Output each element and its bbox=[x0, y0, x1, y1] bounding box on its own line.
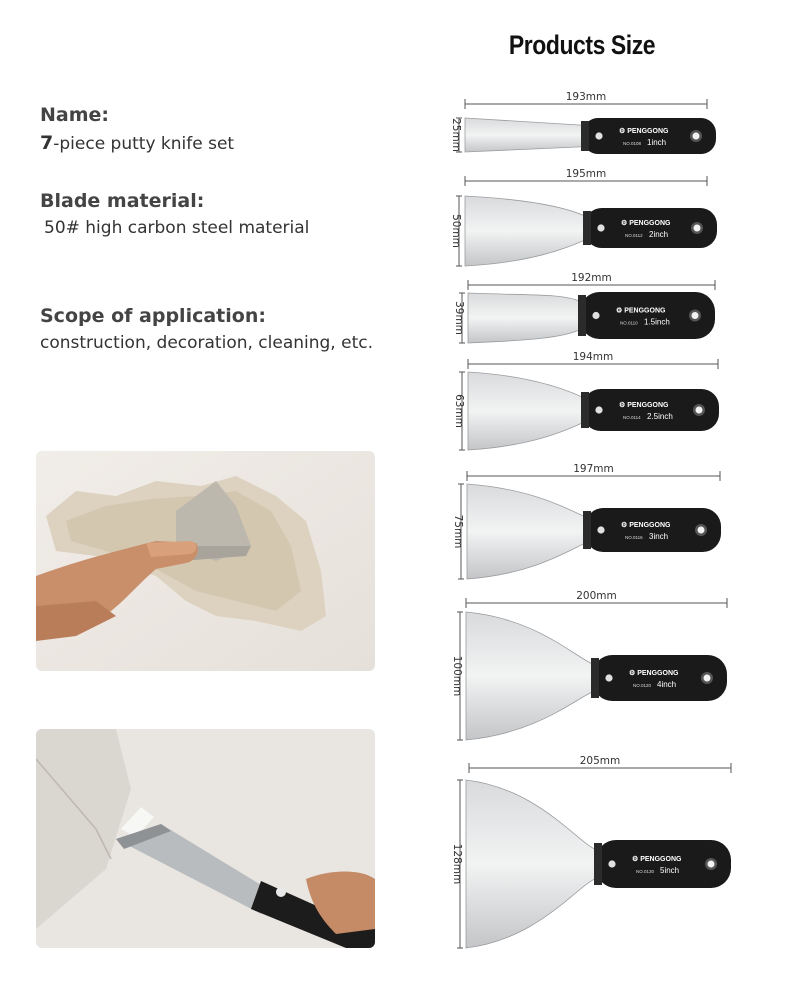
blade-value: 50# high carbon steel material bbox=[44, 218, 310, 238]
brand-text: ⚙ PENGGONG bbox=[619, 128, 669, 135]
model-text: NO.0110 bbox=[620, 320, 638, 326]
knife-blade bbox=[467, 484, 585, 579]
brand-text: ⚙ PENGGONG bbox=[632, 856, 682, 863]
rivet bbox=[595, 132, 602, 139]
model-text: NO.0130 bbox=[636, 869, 655, 874]
knife-blade bbox=[466, 612, 593, 740]
knife-bolster bbox=[591, 658, 599, 698]
model-text: NO.0116 bbox=[625, 535, 643, 540]
model-text: NO.0108 bbox=[623, 141, 642, 146]
length-label: 200mm bbox=[576, 590, 617, 602]
knife-blade bbox=[465, 118, 583, 152]
knife-3 bbox=[453, 272, 715, 343]
rivet bbox=[597, 526, 604, 533]
size-text: 2inch bbox=[649, 230, 669, 239]
width-label: 63mm bbox=[453, 394, 465, 428]
size-text: 1.5inch bbox=[644, 317, 670, 327]
knife-blade bbox=[465, 196, 585, 266]
hang-hole-inner bbox=[693, 133, 700, 140]
scope-value: construction, decoration, cleaning, etc. bbox=[40, 333, 373, 353]
length-label: 205mm bbox=[579, 755, 621, 767]
model-text: NO.0120 bbox=[633, 683, 652, 688]
width-label: 128mm bbox=[451, 843, 463, 885]
name-value: -piece putty knife set bbox=[53, 134, 235, 154]
products-size-heading: Products Size bbox=[508, 30, 656, 60]
length-label: 194mm bbox=[572, 351, 614, 363]
width-label: 39mm bbox=[453, 301, 465, 335]
brand-text: ⚙ PENGGONG bbox=[616, 307, 666, 315]
knife-bolster bbox=[583, 511, 591, 549]
model-text: NO.0114 bbox=[623, 415, 641, 420]
knife-6 bbox=[451, 590, 727, 740]
knife-blade bbox=[466, 780, 596, 948]
width-label: 75mm bbox=[452, 514, 464, 549]
brand-text: ⚙ PENGGONG bbox=[621, 522, 671, 529]
rivet bbox=[597, 224, 604, 231]
size-text: 3inch bbox=[649, 532, 669, 541]
brand-text: ⚙ PENGGONG bbox=[619, 402, 669, 409]
knife-bolster bbox=[578, 295, 586, 336]
knife-bolster bbox=[594, 843, 602, 885]
knife-blade bbox=[468, 372, 583, 450]
size-text: 1inch bbox=[647, 138, 667, 147]
knife-1 bbox=[450, 91, 716, 154]
knife-bolster bbox=[581, 121, 589, 151]
hang-hole-inner bbox=[692, 312, 699, 319]
name-label: Name: bbox=[40, 104, 110, 126]
hang-hole-inner bbox=[694, 225, 701, 232]
hang-hole-inner bbox=[708, 861, 715, 868]
knife-7 bbox=[451, 755, 731, 948]
size-text: 5inch bbox=[660, 866, 680, 875]
length-label: 197mm bbox=[573, 463, 614, 475]
width-label: 50mm bbox=[450, 214, 462, 248]
hang-hole-inner bbox=[696, 407, 703, 414]
hang-hole-inner bbox=[704, 675, 711, 682]
rivet bbox=[605, 674, 612, 681]
knife-2 bbox=[450, 168, 717, 266]
knife-blade bbox=[468, 293, 580, 343]
brand-text: ⚙ PENGGONG bbox=[621, 220, 671, 227]
hang-hole-inner bbox=[698, 527, 705, 534]
size-text: 2.5inch bbox=[647, 412, 673, 421]
rivet bbox=[608, 860, 615, 867]
length-label: 192mm bbox=[571, 272, 612, 284]
knife-bolster bbox=[583, 211, 591, 245]
rivet bbox=[595, 406, 602, 413]
blade-label: Blade material: bbox=[40, 190, 205, 212]
length-label: 195mm bbox=[565, 168, 607, 180]
scope-label: Scope of application: bbox=[40, 305, 266, 327]
knife-5 bbox=[452, 463, 721, 579]
name-count: 7 bbox=[40, 132, 54, 154]
rivet bbox=[592, 312, 599, 319]
length-label: 193mm bbox=[565, 91, 607, 103]
size-text: 4inch bbox=[657, 680, 677, 689]
width-label: 25mm bbox=[450, 118, 462, 152]
brand-text: ⚙ PENGGONG bbox=[629, 670, 679, 677]
knife-bolster bbox=[581, 392, 589, 428]
width-label: 100mm bbox=[451, 655, 463, 697]
knife-4 bbox=[453, 351, 719, 450]
model-text: NO.0112 bbox=[625, 233, 643, 238]
